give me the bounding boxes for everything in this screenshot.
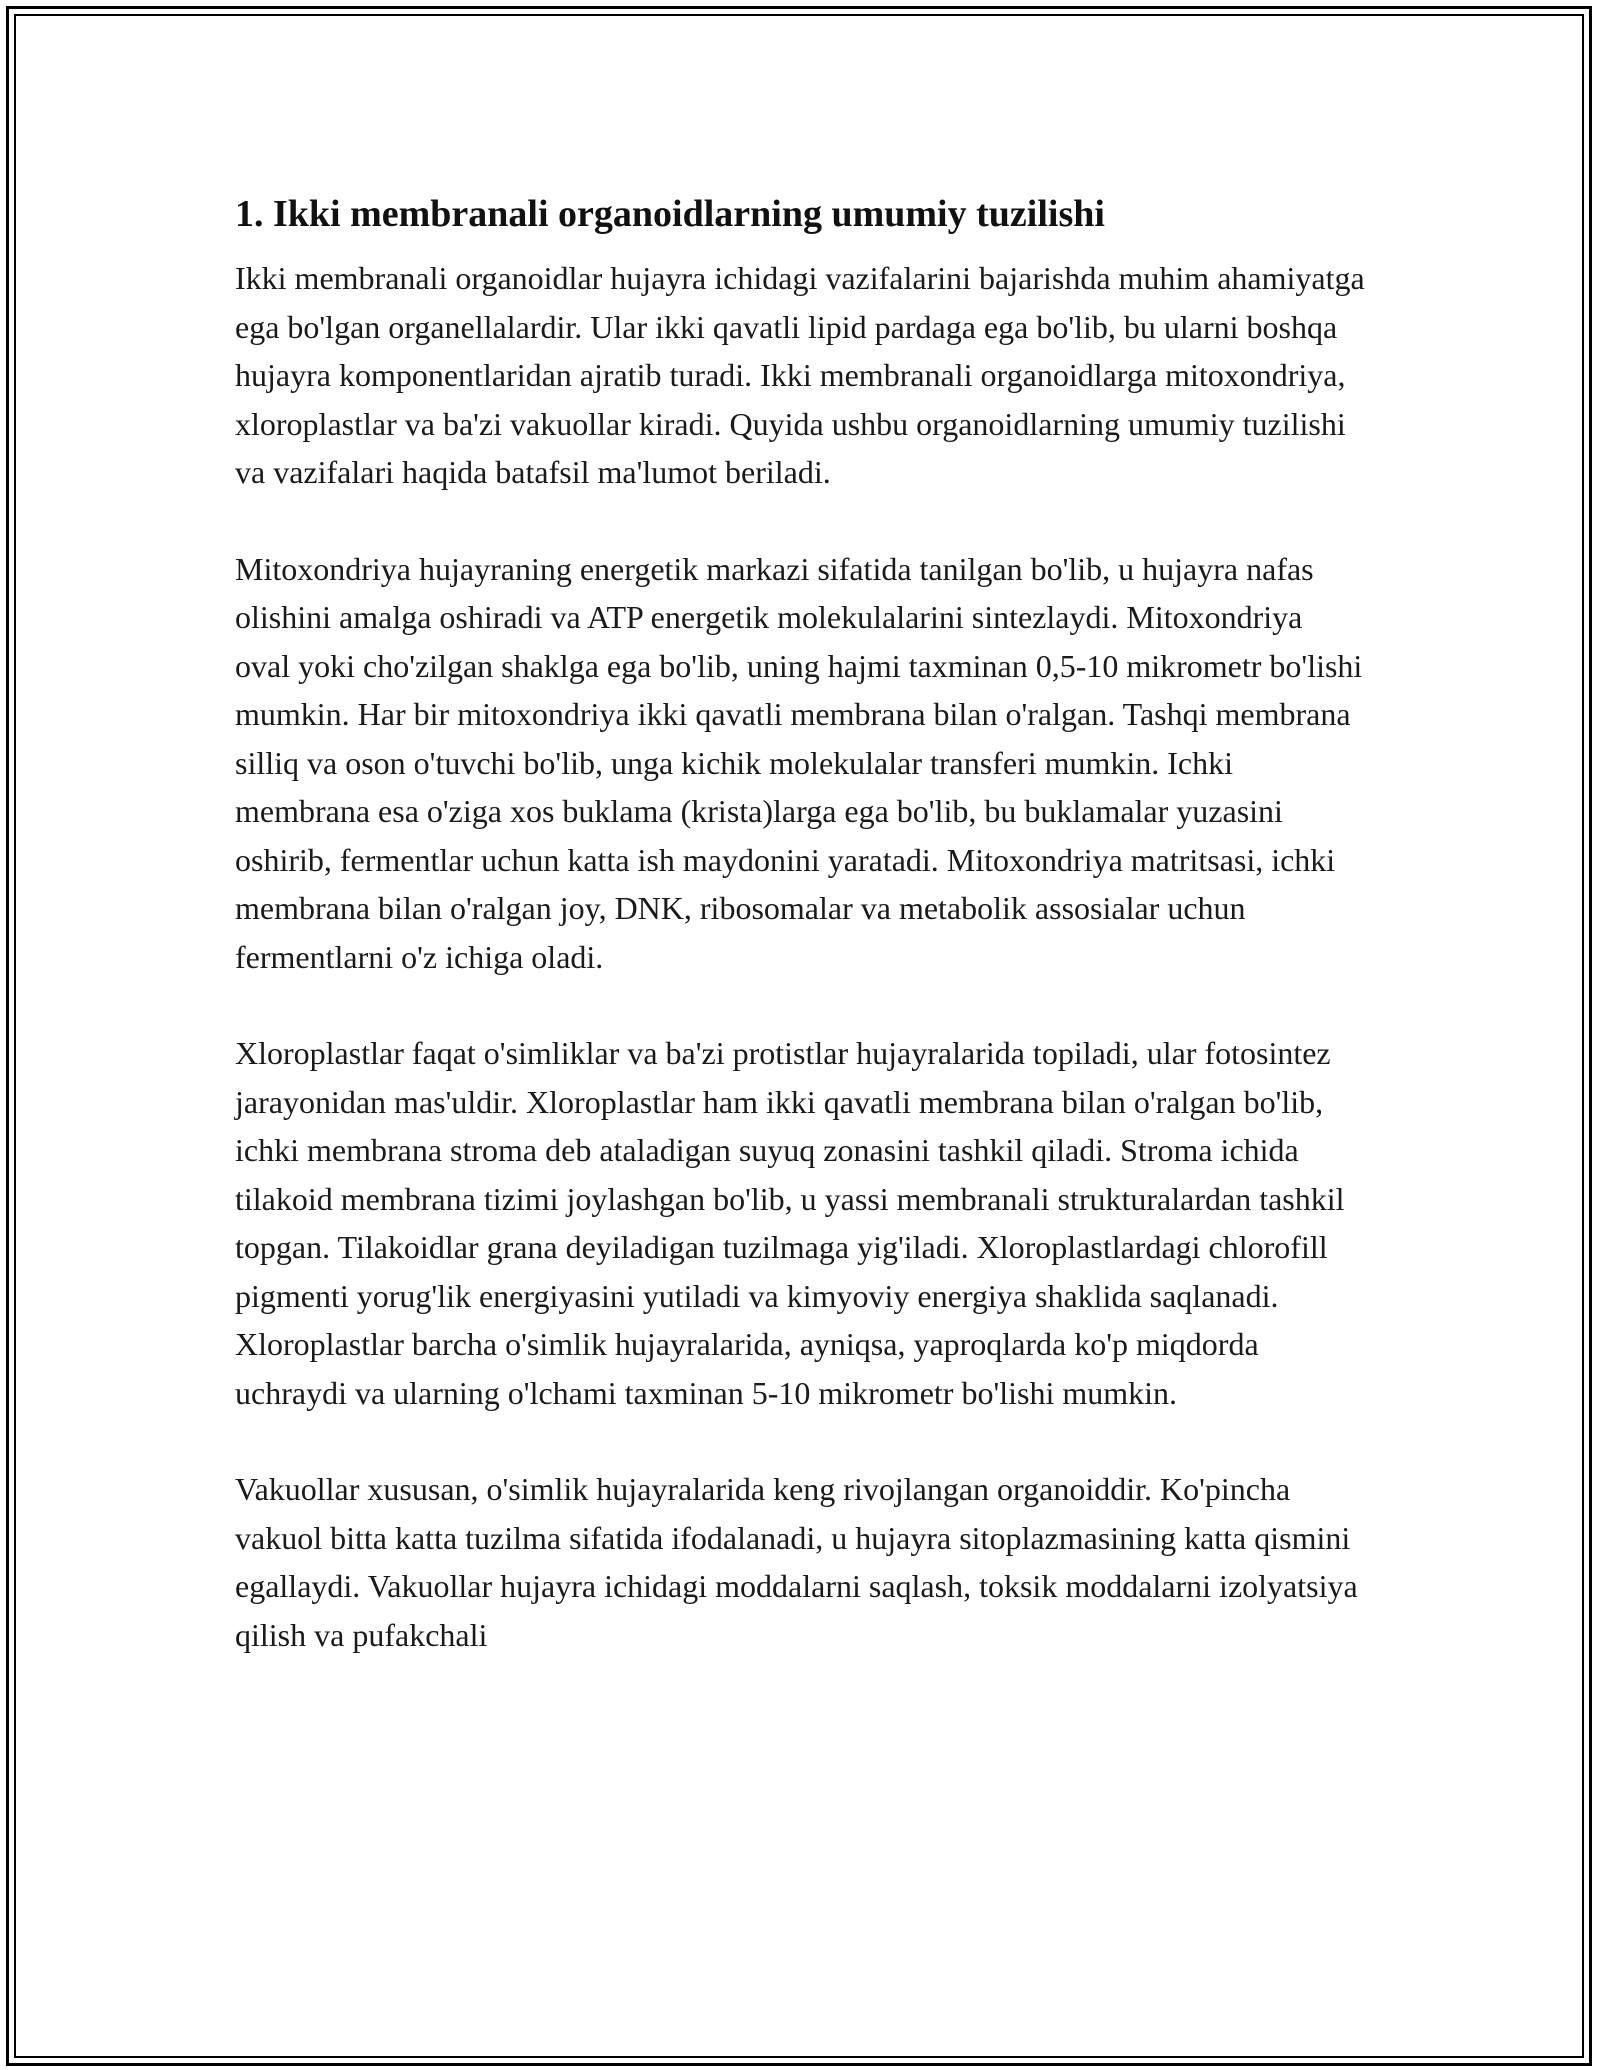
paragraph-chloroplasts: Xloroplastlar faqat o'simliklar va ba'zi protistlar hujayralarida topiladi, ular fotosintez jarayonidan mas'uldir. Xloroplastlar ham ikki qavatli membrana bilan o'ralgan bo'lib, ichki membrana stroma deb ataladigan suyuq zonasini tashkil qiladi. Stroma ichida tilakoid membrana tizimi joylashgan bo'lib, u yassi membranali strukturalardan tashkil topgan. Tilakoidlar grana deyiladigan tuzilmaga yig'iladi. Xloroplastlardagi chlorofill pigmenti yorug'lik energiyasini yutiladi va kimyoviy energiya shaklida saqlanadi. Xloroplastlar barcha o'simlik hujayralarida, ayniqsa, yaproqlarda ko'p miqdorda uchraydi va ularning o'lchami taxminan 5-10 mikrometr bo'lishi mumkin.: [235, 1035, 1345, 1411]
paragraph-mitochondria: Mitoxondriya hujayraning energetik markazi sifatida tanilgan bo'lib, u hujayra nafas olishini amalga oshiradi va ATP energetik molekulalarini sintezlaydi. Mitoxondriya oval yoki cho'zilgan shaklga ega bo'lib, uning hajmi taxminan 0,5-10 mikrometr bo'lishi mumkin. Har bir mitoxondriya ikki qavatli membrana bilan o'ralgan. Tashqi membrana silliq va oson o'tuvchi bo'lib, unga kichik molekulalar transferi mumkin. Ichki membrana esa o'ziga xos buklama (krista)larga ega bo'lib, bu buklamalar yuzasini oshirib, fermentlar uchun katta ish maydonini yaratadi. Mitoxondriya matritsasi, ichki membrana bilan o'ralgan joy, DNK, ribosomalar va metabolik assosialar uchun fermentlarni o'z ichiga oladi.: [235, 550, 1363, 975]
document-body: [235, 186, 1365, 1707]
paragraph-vacuoles: Vakuollar xususan, o'simlik hujayralarida keng rivojlangan organoiddir. Ko'pincha vakuol bitta katta tuzilma sifatida ifodalanadi, u hujayra sitoplazmasining katta qismini egallaydi. Vakuollar hujayra ichidagi moddalarni saqlash, toksik moddalarni izolyatsiya qilish va pufakchali: [235, 1471, 1358, 1653]
section-heading: 1. Ikki membranali organoidlarning umumiy tuzilishi: [235, 193, 1105, 235]
paragraph-intro: Ikki membranali organoidlar hujayra ichidagi vazifalarini bajarishda muhim ahamiyatga ega bo'lgan organellalardir. Ular ikki qavatli lipid pardaga ega bo'lib, bu ularni boshqa hujayra komponentlaridan ajratib turadi. Ikki membranali organoidlarga mitoxondriya, xloroplastlar va ba'zi vakuollar kiradi. Quyida ushbu organoidlarning umumiy tuzilishi va vazifalari haqida batafsil ma'lumot beriladi.: [235, 260, 1365, 490]
